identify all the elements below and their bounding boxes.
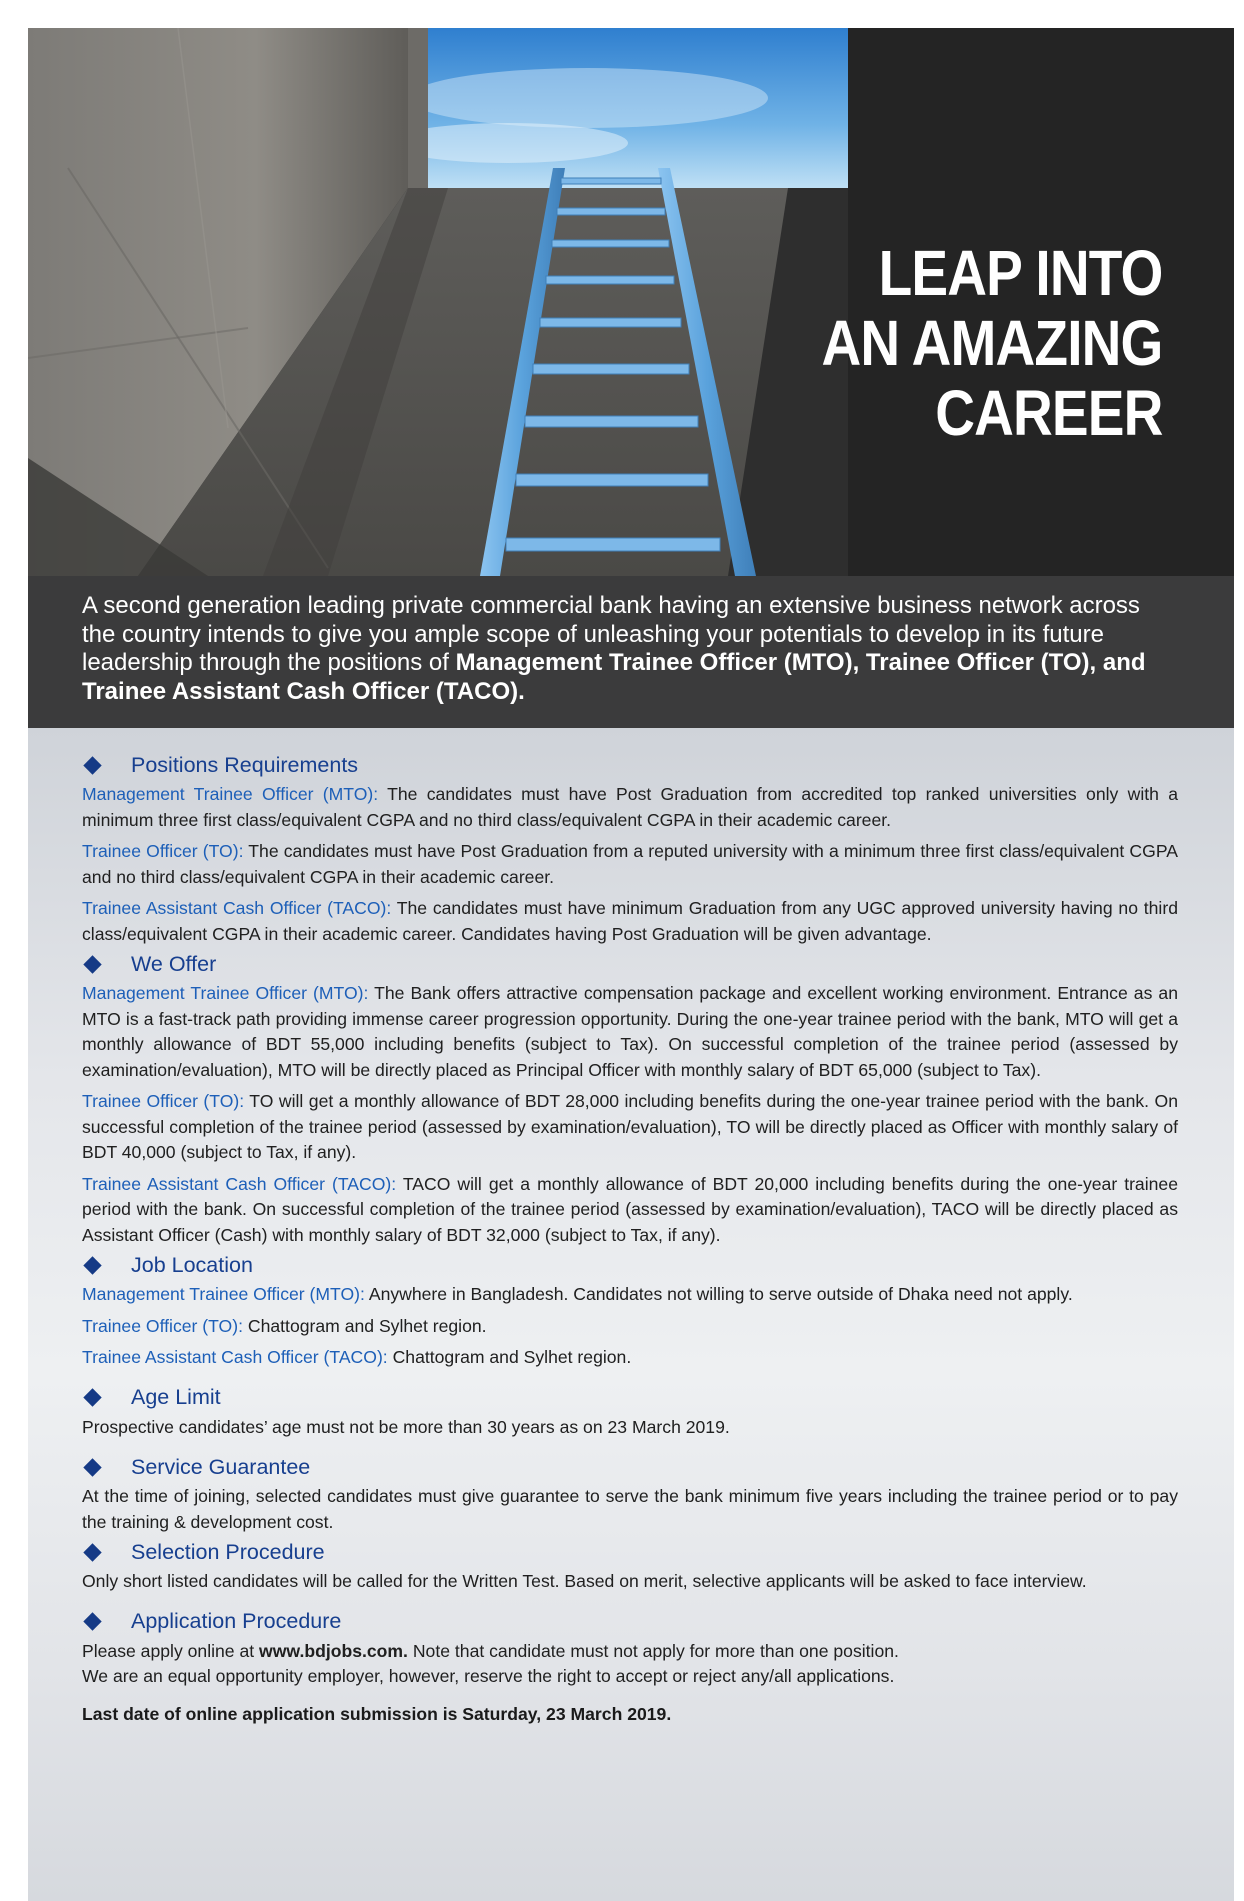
section-heading-application	[82, 1605, 1178, 1639]
requirement-text: The candidates must have minimum Graduation from any UGC approved university having no third class/equivalent CGPA in their academic career. Candidates having Post Graduation will be given advantage.	[82, 898, 1178, 944]
offer-to	[82, 1089, 1178, 1166]
application-line-2: We are an equal opportunity employer, however, reserve the right to accept or reject any/all applications.	[82, 1666, 895, 1686]
position-label: Management Trainee Officer (MTO):	[82, 1284, 365, 1304]
headline-line-3: CAREER	[934, 377, 1162, 449]
section-title: Application Procedure	[131, 1609, 342, 1633]
headline-line-2: AN AMAZING	[821, 307, 1162, 379]
section-title: Job Location	[131, 1252, 253, 1277]
diamond-bullet-icon	[83, 756, 101, 774]
application-prefix: Please apply online at	[82, 1640, 260, 1661]
section-title: We Offer	[131, 951, 217, 976]
position-label: Trainee Assistant Cash Officer (TACO):	[82, 1347, 388, 1367]
diamond-bullet-icon	[83, 1256, 101, 1274]
requirement-text: The candidates must have Post Graduation from a reputed university with a minimum three first class/equivalent CGPA and no third class/equivalent CGPA in their academic career.	[82, 841, 1178, 887]
section-heading-location	[82, 1248, 1178, 1282]
section-title: Selection Procedure	[131, 1539, 325, 1564]
location-text: Chattogram and Sylhet region.	[243, 1315, 487, 1336]
diamond-bullet-icon	[83, 1543, 101, 1561]
position-label: Trainee Officer (TO):	[82, 841, 244, 861]
location-taco	[82, 1345, 1178, 1371]
offer-text: The Bank offers attractive compensation package and excellent working environment. Entrance as an MTO is a fast-track path providing immense career progression opportunity. During the one-year trainee period with the bank, MTO will get a monthly allowance of BDT 55,000 including benefits (subject to Tax). On successful completion of the trainee period (assessed by examination/evaluation), MTO will be directly placed as Principal Officer with monthly salary of BDT 65,000 (subject to Tax).	[82, 983, 1178, 1080]
section-title: Service Guarantee	[131, 1454, 311, 1479]
headline-line-1: LEAP INTO	[878, 237, 1162, 309]
section-heading-age	[82, 1381, 1178, 1415]
offer-text: TO will get a monthly allowance of BDT 28,000 including benefits during the one-year trainee period with the bank. On successful completion of the trainee period (assessed by examination/evaluation), TO will be directly placed as Officer with monthly salary of BDT 40,000 (subject to Tax, if any).	[82, 1091, 1178, 1162]
position-label: Trainee Assistant Cash Officer (TACO):	[82, 1173, 397, 1194]
diamond-bullet-icon	[83, 955, 101, 973]
position-label: Trainee Assistant Cash Officer (TACO):	[82, 898, 392, 918]
requirement-taco	[82, 896, 1178, 947]
requirement-to	[82, 839, 1178, 890]
location-text: Anywhere in Bangladesh. Candidates not willing to serve outside of Dhaka need not apply.	[364, 1284, 1073, 1304]
section-title: Positions Requirements	[131, 752, 359, 777]
requirement-text: The candidates must have Post Graduation from accredited top ranked universities only with a minimum three first class/equivalent CGPA and no third class/equivalent CGPA in their academic career.	[82, 784, 1178, 830]
position-label: Management Trainee Officer (MTO):	[82, 983, 369, 1003]
intro-text: A second generation leading private commercial bank having an extensive business network across the country intends to give you ample scope of unleashing your potentials to develop in its future leadership through the positions of	[82, 592, 1140, 676]
diamond-bullet-icon	[83, 1458, 101, 1476]
hero-headline	[821, 238, 1162, 448]
application-line-1	[82, 1639, 1178, 1665]
job-advertisement	[28, 28, 1234, 1901]
offer-taco	[82, 1172, 1178, 1249]
offer-text: TACO will get a monthly allowance of BDT 20,000 including benefits during the one-year trainee period with the bank. On successful completion of the trainee period (assessed by examination/evaluation), TACO will be directly placed as Assistant Officer (Cash) with monthly salary of BDT 32,000 (subject to Tax, if any).	[82, 1173, 1178, 1245]
intro-positions: Management Trainee Officer (MTO), Trainee Officer (TO), and Trainee Assistant Cash Officer (TACO).	[82, 649, 1146, 705]
position-label: Management Trainee Officer (MTO):	[82, 784, 379, 804]
details-body	[28, 728, 1234, 1901]
location-to	[82, 1314, 1178, 1340]
application-deadline: Last date of online application submission is Saturday, 23 March 2019.	[82, 1703, 672, 1724]
intro-banner	[28, 576, 1234, 728]
section-title: Age Limit	[131, 1385, 221, 1409]
location-text: Chattogram and Sylhet region.	[387, 1347, 632, 1367]
diamond-bullet-icon	[83, 1612, 101, 1630]
guarantee-text: At the time of joining, selected candidates must give guarantee to serve the bank minimum five years including the trainee period or to pay the training & development cost.	[82, 1486, 1178, 1532]
hero-banner	[28, 28, 1234, 576]
position-label: Trainee Officer (TO):	[82, 1315, 243, 1336]
section-heading-offer	[82, 947, 1178, 981]
selection-text: Only short listed candidates will be called for the Written Test. Based on merit, selective applicants will be asked to face interview.	[82, 1571, 1087, 1591]
section-heading-requirements	[82, 748, 1178, 782]
section-heading-selection	[82, 1535, 1178, 1569]
offer-mto	[82, 981, 1178, 1083]
application-suffix: Note that candidate must not apply for more than one position.	[407, 1640, 899, 1661]
position-label: Trainee Officer (TO):	[82, 1091, 245, 1111]
age-text: Prospective candidates’ age must not be more than 30 years as on 23 March 2019.	[82, 1416, 730, 1437]
section-heading-guarantee	[82, 1450, 1178, 1484]
diamond-bullet-icon	[83, 1388, 101, 1406]
requirement-mto	[82, 782, 1178, 833]
location-mto	[82, 1282, 1178, 1308]
bdjobs-link[interactable]: www.bdjobs.com.	[259, 1640, 408, 1661]
